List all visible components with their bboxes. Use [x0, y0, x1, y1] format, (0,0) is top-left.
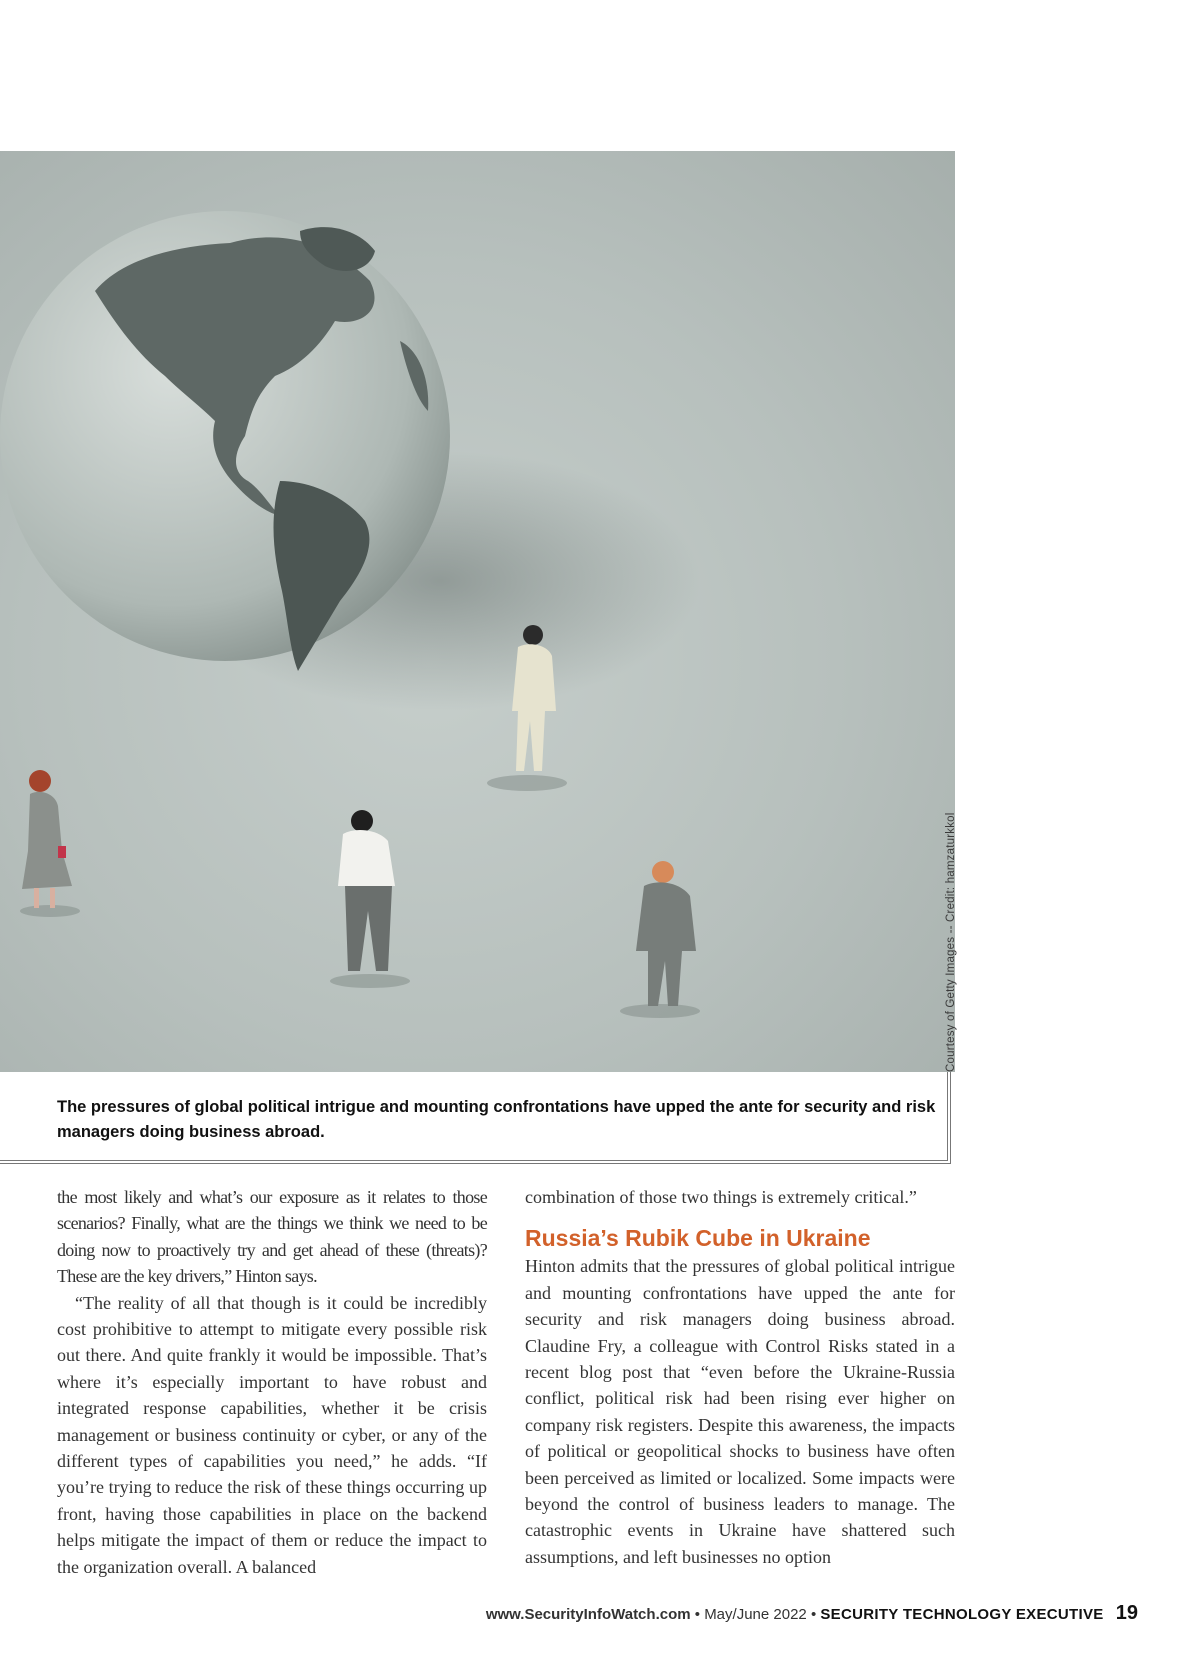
- paragraph: the most likely and what’s our exposure as it relates to those scenarios? Finally, what are the things we think we need to be doing now to proactively try and get ahead of these (threats)? These are the key drivers,” Hinton says.: [57, 1187, 487, 1287]
- article-column-right: [525, 1184, 955, 1570]
- hero-illustration: [0, 151, 955, 1072]
- paragraph: Hinton admits that the pressures of global political intrigue and mounting confrontations have upped the ante for security and risk managers doing business abroad. Claudine Fry, a colleague with Control Risks stated in a recent blog post that “even before the Ukraine-Russia conflict, political risk had been rising ever higher on company risk registers. Despite this awareness, the impacts of political or geopolitical shocks to business have often been perceived as limited or localized. Some impacts were beyond the control of business leaders to manage. The catastrophic events in Ukraine have shattered such assumptions, and left businesses no option: [525, 1256, 955, 1567]
- paragraph: combination of those two things is extremely critical.”: [525, 1187, 917, 1207]
- figurine-man-grey-suit: [620, 861, 700, 1018]
- page-number: 19: [1115, 1602, 1138, 1624]
- figurine-woman: [20, 770, 80, 917]
- footer-issue: May/June 2022: [704, 1606, 807, 1623]
- hero-photo: [0, 151, 955, 1072]
- footer-separator: •: [810, 1606, 817, 1623]
- page-footer: [486, 1602, 1138, 1625]
- paragraph: “The reality of all that though is it could be incredibly cost prohibitive to attempt to mitigate every possible risk out there. And quite frankly it would be impossible. That’s where it’s especially important to have robust and integrated response capabilities, whether it be crisis management or business continuity or cyber, or any of the different types of capabilities you need,” he adds. “If you’re trying to reduce the risk of these things occurring up front, having those capabilities in place on the backend helps mitigate the impact of them or reduce the impact to the organization overall. A balanced: [57, 1292, 487, 1577]
- footer-separator: •: [694, 1606, 701, 1623]
- article-column-left: [57, 1184, 487, 1580]
- figurine-man-white-shirt: [330, 810, 410, 988]
- section-subhead: Russia’s Rubik Cube in Ukraine: [525, 1225, 871, 1252]
- footer-magazine: SECURITY TECHNOLOGY EXECUTIVE: [820, 1606, 1104, 1623]
- footer-url[interactable]: www.SecurityInfoWatch.com: [485, 1606, 691, 1623]
- photo-credit: Courtesy of Getty Images -- Credit: hamzaturkkol: [945, 812, 957, 1072]
- photo-caption: The pressures of global political intrigue and mounting confrontations have upped the ante for security and risk managers doing business abroad.: [57, 1098, 936, 1141]
